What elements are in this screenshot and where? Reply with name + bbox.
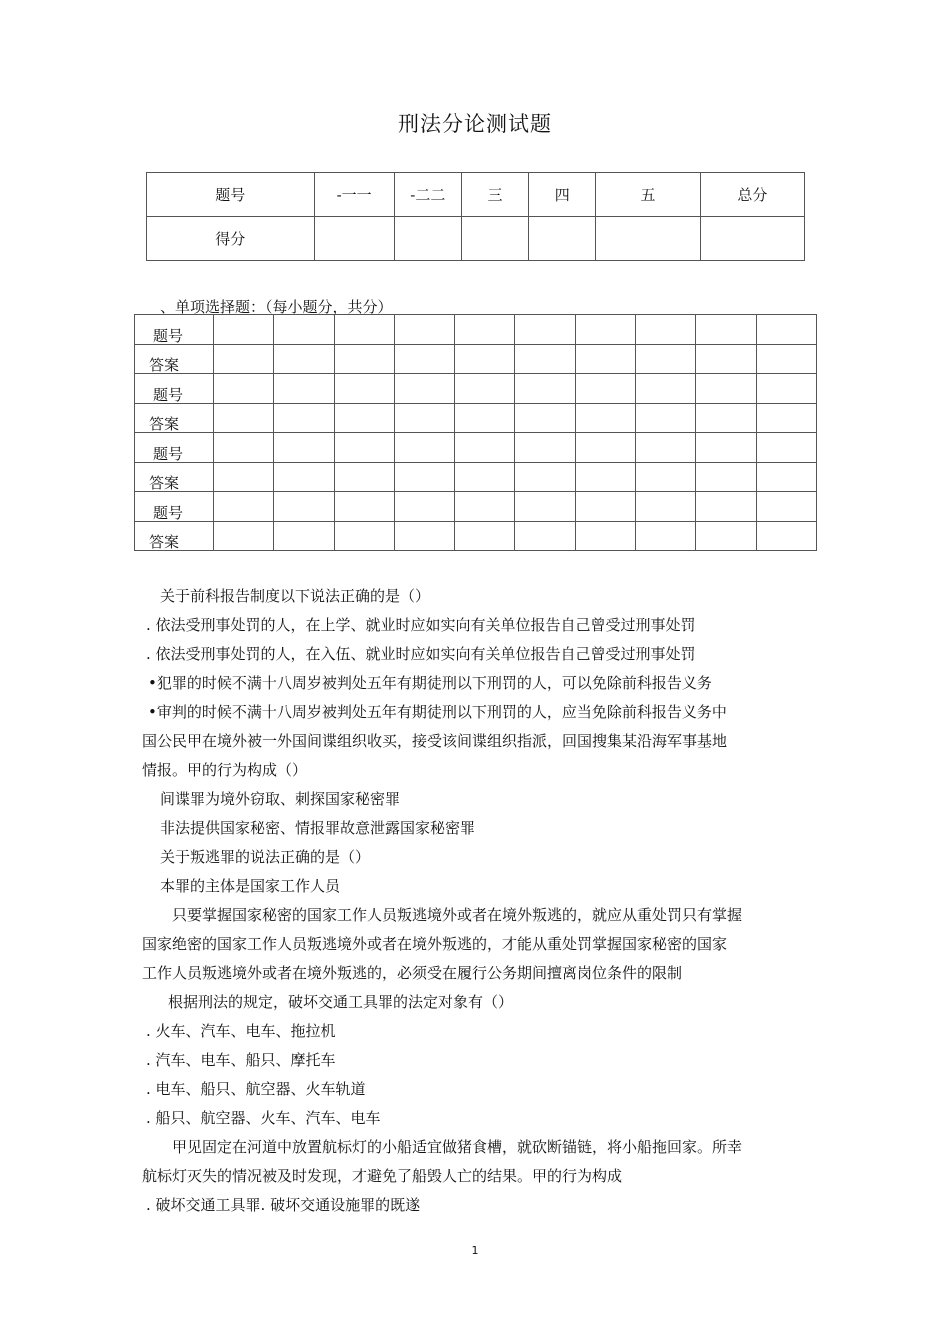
- answer-grid-cell: [214, 433, 274, 463]
- answer-grid-cell: [334, 521, 394, 551]
- text-line: . 依法受刑事处罚的人，在上学、就业时应如实向有关单位报告自己曾受过刑事处罚: [146, 616, 696, 634]
- answer-grid-cell: [214, 521, 274, 551]
- answer-grid-cell: [274, 492, 334, 522]
- answer-grid-cell: [515, 433, 575, 463]
- text-line: •审判的时候不满十八周岁被判处五年有期徒刑以下刑罚的人，应当免除前科报告义务中: [148, 703, 727, 721]
- answer-grid-cell: [455, 462, 515, 492]
- score-cell: [529, 217, 596, 261]
- header-cell: 四: [529, 173, 596, 217]
- answer-grid-cell: [756, 315, 816, 345]
- answer-grid-cell: [636, 374, 696, 404]
- answer-grid-label: 题号: [135, 374, 214, 404]
- header-cell: -一一: [314, 173, 394, 217]
- answer-grid-cell: [455, 374, 515, 404]
- answer-grid-cell: [334, 433, 394, 463]
- answer-grid-cell: [455, 403, 515, 433]
- text-line: 航标灯灭失的情况被及时发现，才避免了船毁人亡的结果。甲的行为构成: [142, 1167, 623, 1185]
- answer-grid-cell: [636, 403, 696, 433]
- answer-grid-cell: [274, 315, 334, 345]
- answer-grid-cell: [515, 403, 575, 433]
- answer-grid-cell: [575, 374, 635, 404]
- answer-grid-cell: [575, 315, 635, 345]
- answer-grid-cell: [455, 433, 515, 463]
- text-line: 情报。甲的行为构成（）: [142, 761, 308, 779]
- score-cell: [461, 217, 528, 261]
- answer-grid-cell: [334, 374, 394, 404]
- answer-grid-cell: [394, 492, 454, 522]
- answer-grid-cell: [274, 403, 334, 433]
- score-cell: [394, 217, 461, 261]
- answer-grid-cell: [214, 492, 274, 522]
- answer-grid-cell: [696, 521, 756, 551]
- answer-grid-cell: [214, 344, 274, 374]
- text-line: 本罪的主体是国家工作人员: [160, 877, 341, 895]
- answer-grid-cell: [756, 344, 816, 374]
- answer-grid-cell: [394, 315, 454, 345]
- answer-grid: [134, 314, 817, 551]
- page-number: 1: [471, 1244, 479, 1257]
- answer-grid-label: 题号: [135, 315, 214, 345]
- answer-grid-cell: [214, 315, 274, 345]
- answer-grid-cell: [455, 315, 515, 345]
- answer-grid-cell: [756, 374, 816, 404]
- answer-grid-row: [135, 374, 817, 404]
- text-line: . 火车、汽车、电车、拖拉机: [146, 1022, 336, 1040]
- answer-grid-cell: [334, 344, 394, 374]
- answer-grid-cell: [455, 344, 515, 374]
- answer-grid-row: [135, 315, 817, 345]
- answer-grid-label: 题号: [135, 433, 214, 463]
- answer-grid-cell: [274, 433, 334, 463]
- answer-grid-cell: [575, 344, 635, 374]
- answer-grid-cell: [334, 492, 394, 522]
- answer-grid-cell: [636, 315, 696, 345]
- text-line: 只要掌握国家秘密的国家工作人员叛逃境外或者在境外叛逃的，就应从重处罚只有掌握: [172, 906, 743, 924]
- answer-grid-cell: [455, 521, 515, 551]
- answer-grid-cell: [515, 344, 575, 374]
- answer-grid-cell: [334, 403, 394, 433]
- answer-grid-cell: [636, 462, 696, 492]
- answer-grid-cell: [274, 521, 334, 551]
- answer-grid-cell: [696, 403, 756, 433]
- answer-grid-cell: [394, 433, 454, 463]
- answer-grid-cell: [274, 374, 334, 404]
- answer-grid-cell: [214, 462, 274, 492]
- answer-grid-cell: [636, 492, 696, 522]
- answer-grid-cell: [515, 521, 575, 551]
- page-title: 刑法分论测试题: [398, 112, 552, 136]
- text-line: . 汽车、电车、船只、摩托车: [146, 1051, 336, 1069]
- header-cell: 总分: [700, 173, 804, 217]
- answer-grid-cell: [515, 315, 575, 345]
- answer-grid-cell: [334, 315, 394, 345]
- answer-grid-cell: [394, 344, 454, 374]
- answer-grid-label: 题号: [135, 492, 214, 522]
- answer-grid-cell: [515, 492, 575, 522]
- answer-grid-cell: [636, 521, 696, 551]
- answer-grid-cell: [575, 433, 635, 463]
- answer-grid-cell: [334, 462, 394, 492]
- score-cell: [596, 217, 700, 261]
- text-line: 关于前科报告制度以下说法正确的是（）: [160, 587, 431, 605]
- text-line: 间谍罪为境外窃取、刺探国家秘密罪: [160, 790, 401, 808]
- answer-grid-cell: [214, 403, 274, 433]
- text-line: 国家绝密的国家工作人员叛逃境外或者在境外叛逃的，才能从重处罚掌握国家秘密的国家: [142, 935, 728, 953]
- text-line: 甲见固定在河道中放置航标灯的小船适宜做猪食槽，就砍断锚链，将小船拖回家。所幸: [172, 1138, 743, 1156]
- text-line: . 依法受刑事处罚的人，在入伍、就业时应如实向有关单位报告自己曾受过刑事处罚: [146, 645, 696, 663]
- text-line: 工作人员叛逃境外或者在境外叛逃的，必须受在履行公务期间擅离岗位条件的限制: [142, 964, 683, 982]
- answer-grid-cell: [394, 374, 454, 404]
- answer-grid-cell: [756, 521, 816, 551]
- answer-grid-cell: [575, 462, 635, 492]
- score-table-header-row: [147, 173, 805, 217]
- answer-grid-cell: [575, 492, 635, 522]
- answer-grid-cell: [696, 492, 756, 522]
- header-cell: 题号: [147, 173, 315, 217]
- text-line: 根据刑法的规定，破坏交通工具罪的法定对象有（）: [168, 993, 514, 1011]
- answer-grid-cell: [756, 492, 816, 522]
- text-line: 非法提供国家秘密、情报罪故意泄露国家秘密罪: [160, 819, 476, 837]
- text-line: . 电车、船只、航空器、火车轨道: [146, 1080, 366, 1098]
- answer-grid-cell: [696, 344, 756, 374]
- answer-grid-cell: [636, 344, 696, 374]
- answer-grid-cell: [455, 492, 515, 522]
- score-label-cell: 得分: [147, 217, 315, 261]
- answer-grid-cell: [394, 462, 454, 492]
- answer-grid-label: 答案: [135, 344, 214, 374]
- question-body: [142, 582, 822, 1220]
- answer-grid-row: [135, 492, 817, 522]
- header-cell: 五: [596, 173, 700, 217]
- answer-grid-row: [135, 344, 817, 374]
- header-cell: -二二: [394, 173, 461, 217]
- answer-grid-cell: [394, 521, 454, 551]
- score-table: [146, 172, 805, 261]
- answer-grid-cell: [756, 403, 816, 433]
- answer-grid-cell: [696, 315, 756, 345]
- section-heading: 、单项选择题：（每小题分，共分）: [160, 298, 393, 316]
- answer-grid-cell: [214, 374, 274, 404]
- text-line: 国公民甲在境外被一外国间谍组织收买，接受该间谍组织指派，回国搜集某沿海军事基地: [142, 732, 728, 750]
- answer-grid-row: [135, 433, 817, 463]
- answer-grid-label: 答案: [135, 403, 214, 433]
- score-table-score-row: [147, 217, 805, 261]
- text-line: . 破坏交通工具罪. 破坏交通设施罪的既遂: [146, 1196, 421, 1214]
- text-line: . 船只、航空器、火车、汽车、电车: [146, 1109, 381, 1127]
- answer-grid-row: [135, 403, 817, 433]
- answer-grid-label: 答案: [135, 462, 214, 492]
- answer-grid-cell: [696, 374, 756, 404]
- answer-grid-cell: [515, 462, 575, 492]
- answer-grid-cell: [515, 374, 575, 404]
- answer-grid-row: [135, 462, 817, 492]
- text-line: 关于叛逃罪的说法正确的是（）: [160, 848, 371, 866]
- text-line: •犯罪的时候不满十八周岁被判处五年有期徒刑以下刑罚的人，可以免除前科报告义务: [148, 674, 712, 692]
- answer-grid-cell: [575, 403, 635, 433]
- header-cell: 三: [461, 173, 528, 217]
- answer-grid-row: [135, 521, 817, 551]
- answer-grid-cell: [756, 433, 816, 463]
- answer-grid-cell: [575, 521, 635, 551]
- answer-grid-cell: [636, 433, 696, 463]
- answer-grid-cell: [274, 344, 334, 374]
- answer-grid-cell: [696, 433, 756, 463]
- answer-grid-label: 答案: [135, 521, 214, 551]
- answer-grid-cell: [394, 403, 454, 433]
- score-cell: [314, 217, 394, 261]
- answer-grid-cell: [756, 462, 816, 492]
- score-cell: [700, 217, 804, 261]
- answer-grid-cell: [274, 462, 334, 492]
- answer-grid-cell: [696, 462, 756, 492]
